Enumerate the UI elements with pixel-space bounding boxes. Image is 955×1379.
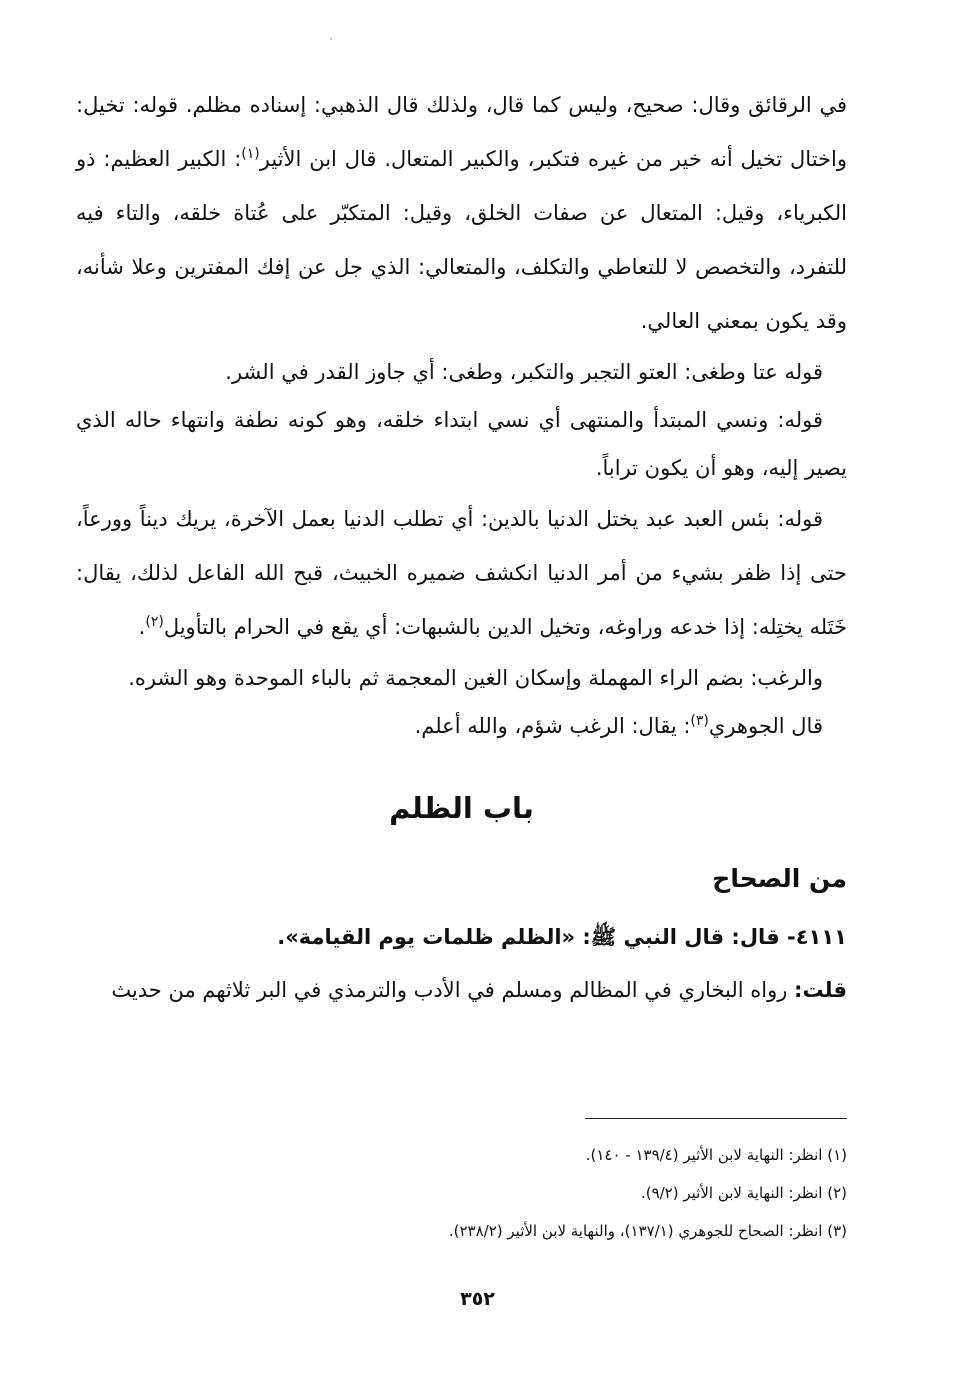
paragraph-ata: قوله عتا وطغى: العتو التجبر والتكبر، وطغى: أي جاوز القدر في الشر.	[225, 360, 823, 384]
paragraph-text-cont: .	[138, 615, 146, 639]
footnote-1: (١) انظر: النهاية لابن الأثير (١٣٩/٤ - ١٤٠).	[585, 1146, 847, 1164]
main-text	[76, 78, 847, 1014]
footnote-divider	[585, 1118, 847, 1119]
hadith-text: ٤١١١- قال: قال النبي ﷺ: «الظلم ظلمات يوم القيامة».	[277, 925, 847, 949]
footnote-3: (٣) انظر: الصحاح للجوهري (١٣٧/١)، والنهاية لابن الأثير (٢٣٨/٢).	[448, 1222, 847, 1240]
qult-text: رواه البخاري في المظالم ومسلم في الأدب والترمذي في البر ثلاثهم من حديث	[111, 978, 795, 1002]
paragraph-nasiya: قوله: ونسي المبتدأ والمنتهى أي نسي ابتداء خلقه، وهو كونه نطفة وانتهاء حاله الذي يصير إليه، وهو أن يكون تراباً.	[76, 408, 847, 480]
scan-speck	[330, 38, 332, 40]
paragraph-bisa	[76, 492, 847, 654]
paragraph-text: قوله: بئس العبد عبد يختل الدنيا بالدين: أي تطلب الدنيا بعمل الآخرة، يريك ديناً وورعاً، حتى إذا ظفر بشيء من أمر الدنيا انكشف ضميره الخبيث، قبح الله الفاعل لذلك، يقال: خَتَله يختِله: إذا خدعه وراوغه، وتخيل الدين بالشبهات: أي يقع في الحرام بالتأويل	[76, 507, 847, 639]
paragraph-raghab: والرغب: بضم الراء المهملة وإسكان الغين المعجمة ثم بالباء الموحدة وهو الشره.	[128, 666, 823, 690]
footnote-ref-3[interactable]: (٣)	[690, 713, 709, 729]
footnotes	[76, 1136, 847, 1250]
paragraph-text: في الرقائق وقال: صحيح، وليس كما قال، ولذلك قال الذهبي: إسناده مظلم. قوله: تخيل: واختال تخيل أنه خير من غيره فتكبر، والكبير المتعال. قال ابن الأثير	[76, 93, 847, 171]
paragraph-text-cont: : الكبير العظيم: ذو الكبرياء، وقيل: المتعال عن صفات الخلق، وقيل: المتكبّر على عُتاة خلقه، والتاء فيه للتفرد، والتخصص لا للتعاطي والتكلف، والمتعالي: الذي جل عن إفك المفترين وعلا شأنه، وقد يكون بمعني العالي.	[76, 147, 847, 333]
footnote-2: (٢) انظر: النهاية لابن الأثير (٩/٢).	[640, 1184, 847, 1202]
footnote-ref-1[interactable]: (١)	[241, 146, 260, 162]
qult-label: قلت:	[794, 978, 847, 1002]
section-title: باب الظلم	[389, 791, 534, 825]
paragraph-text: قال الجوهري	[708, 714, 823, 738]
paragraph-text-cont: : يقال: الرغب شؤم، والله أعلم.	[414, 714, 691, 738]
page-number: ٣٥٢	[460, 1288, 495, 1310]
paragraph-takhayyul	[76, 78, 847, 348]
paragraph-jawhari	[76, 702, 847, 750]
qult-paragraph	[76, 966, 847, 1014]
footnote-ref-2[interactable]: (٢)	[145, 614, 164, 630]
sub-title: من الصحاح	[712, 864, 847, 893]
